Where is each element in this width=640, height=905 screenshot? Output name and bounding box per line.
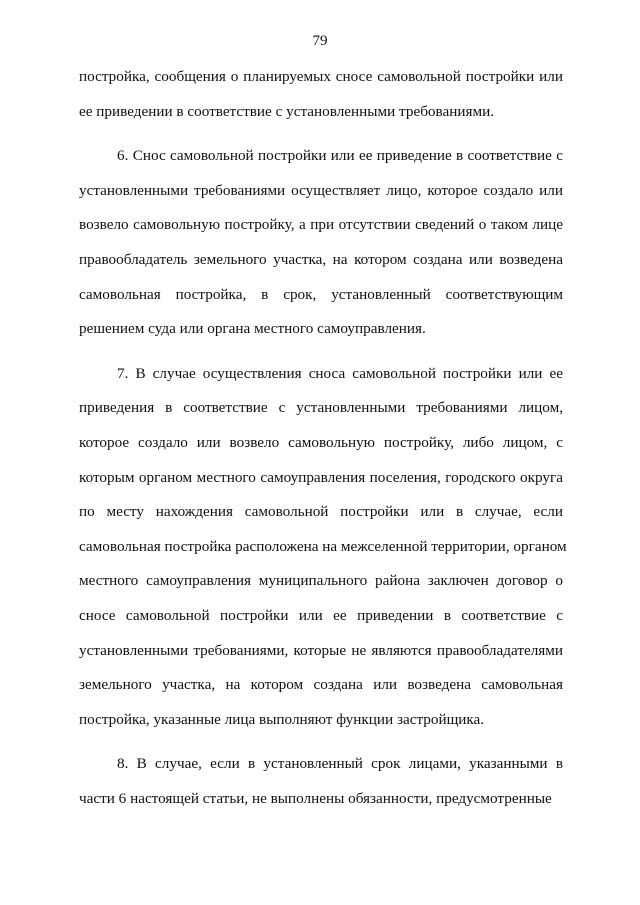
- paragraph-gap: [79, 347, 563, 357]
- text-line: установленными требованиями, которые не являются правообладателями: [79, 641, 563, 659]
- text-line: возвело самовольную постройку, а при отсутствии сведений о таком лице: [79, 216, 563, 234]
- text-line: приведения в соответствие с установленными требованиями лицом,: [79, 399, 563, 417]
- text-line: самовольная постройка, в срок, установленный соответствующим: [79, 285, 563, 303]
- text-line: части 6 настоящей статьи, не выполнены обязанности, предусмотренные: [79, 789, 552, 807]
- text-line: установленными требованиями осуществляет лицо, которое создало или: [79, 181, 563, 199]
- text-line: которым органом местного самоуправления поселения, городского округа: [79, 468, 563, 486]
- paragraph-gap: [79, 737, 563, 747]
- text-line: решением суда или органа местного самоуправления.: [79, 320, 426, 338]
- text-line: местного самоуправления муниципального района заключен договор о: [79, 572, 563, 590]
- text-line: земельного участка, на котором создана или возведена самовольная: [79, 676, 563, 694]
- text-line: которое создало или возвело самовольную постройку, либо лицом, с: [79, 433, 563, 451]
- paragraph: [79, 747, 563, 816]
- paragraph: [79, 139, 563, 347]
- page-number: 79: [312, 33, 328, 49]
- paragraph-gap: [79, 129, 563, 139]
- text-line: 7. В случае осуществления сноса самовольной постройки или ее: [117, 364, 563, 382]
- text-line: правообладатель земельного участка, на котором создана или возведена: [79, 250, 563, 268]
- text-line: самовольная постройка расположена на межселенной территории, органом: [79, 537, 567, 555]
- text-line: сносе самовольной постройки или ее приведении в соответствие с: [79, 606, 563, 624]
- text-line: по месту нахождения самовольной постройки или в случае, если: [79, 503, 563, 521]
- text-line: 6. Снос самовольной постройки или ее приведение в соответствие с: [117, 147, 563, 165]
- paragraph: [79, 357, 567, 738]
- text-line: ее приведении в соответствие с установленными требованиями.: [79, 102, 495, 120]
- text-line: 8. В случае, если в установленный срок лицами, указанными в: [117, 755, 563, 773]
- text-line: постройка, указанные лица выполняют функции застройщика.: [79, 710, 485, 728]
- paragraph: [79, 60, 563, 129]
- document-body: [79, 60, 567, 816]
- text-line: постройка, сообщения о планируемых сносе самовольной постройки или: [79, 68, 563, 85]
